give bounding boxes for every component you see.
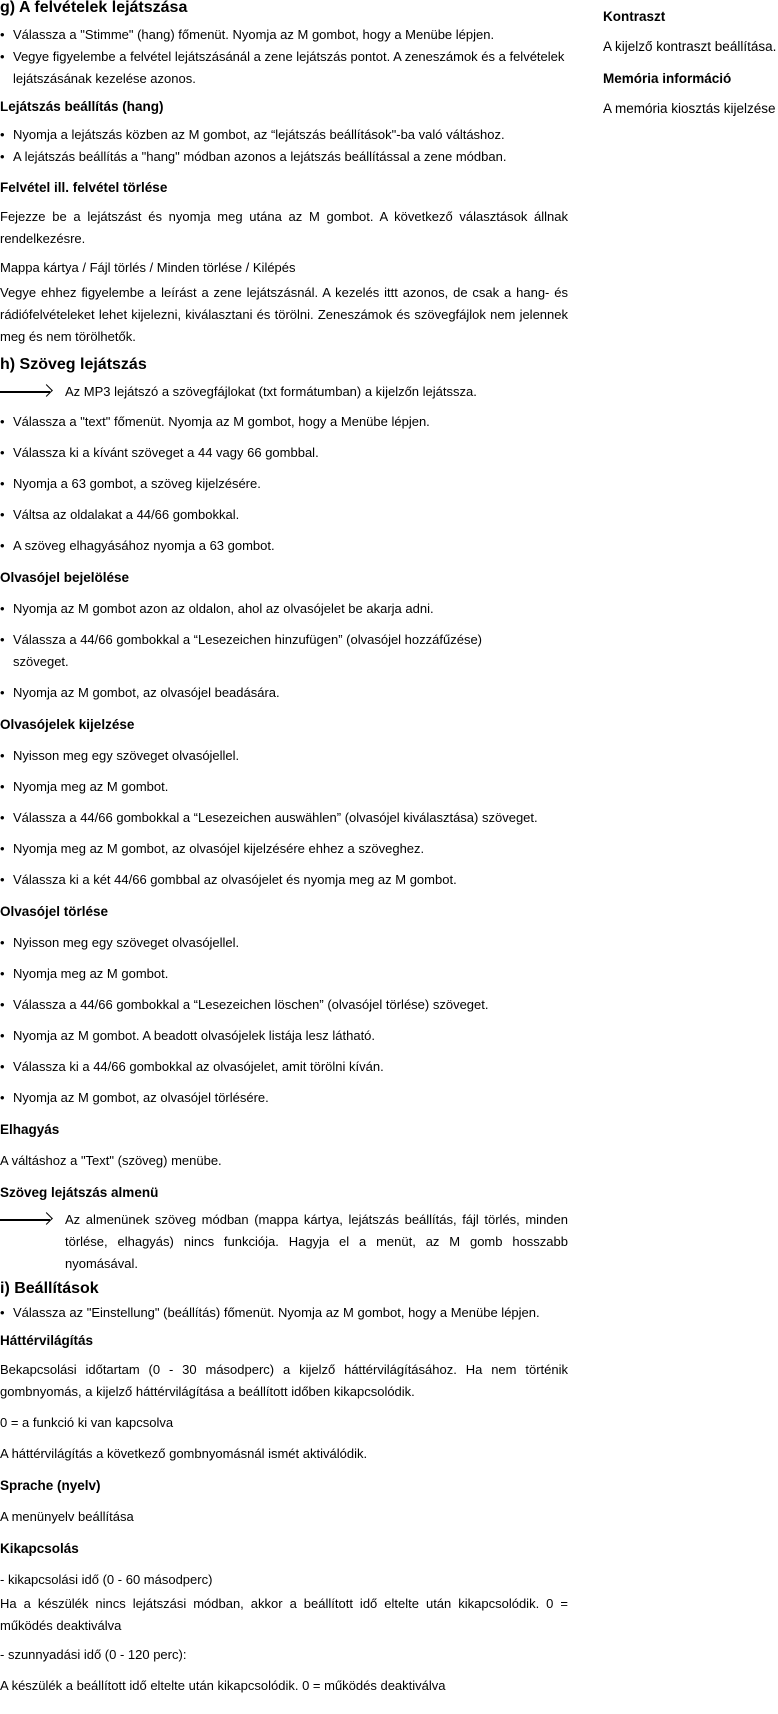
list-item: • Válassza ki a 44/66 gombokkal az olvasójelet, amit törölni kíván. (0, 1056, 568, 1078)
note-text: Az almenünek szöveg módban (mappa kártya, lejátszás beállítás, fájl törlés, minden törlése, elhagyás) nincs funkciója. Hagyja el a menüt, az M gomb hosszabb nyomásával. (65, 1212, 568, 1271)
heading-bookmark-delete: Olvasójel törlése (0, 904, 109, 919)
note-text: Az MP3 lejátszó a szövegfájlokat (txt formátumban) a kijelzőn lejátssza. (65, 384, 477, 399)
list-item: • Nyomja a lejátszás közben az M gombot, az “lejátszás beállítások"-ba való váltáshoz. (0, 124, 568, 146)
heading-recording: Felvétel ill. felvétel törlése (0, 180, 168, 195)
paragraph: Vegye ehhez figyelembe a leírást a zene lejátszásnál. A kezelés ittt azonos, de csak a hang- és rádiófelvételeket lehet kijelezni, kiválasztani és törölni. Zeneszámok és szövegfájlok nem jelennek meg és nem törölhetők. (0, 285, 568, 344)
heading-memory-info: Memória információ (603, 71, 732, 86)
list-item: • Válassza ki a kívánt szöveget a 44 vagy 66 gombbal. (0, 442, 568, 464)
heading-playback-settings: Lejátszás beállítás (hang) (0, 99, 164, 114)
note-row (0, 1209, 568, 1275)
list-item: • Nyisson meg egy szöveget olvasójellel. (0, 745, 568, 767)
list-item: • Válassza a 44/66 gombokkal a “Lesezeichen auswählen” (olvasójel kiválasztása) szöveget. (0, 807, 568, 829)
list-item: • Nyomja az M gombot, az olvasójel törlésére. (0, 1087, 568, 1109)
paragraph: - szunnyadási idő (0 - 120 perc): (0, 1647, 187, 1662)
list-item: • Nyomja meg az M gombot, az olvasójel kijelzésére ehhez a szöveghez. (0, 838, 568, 860)
list-item: • Nyomja az M gombot, az olvasójel beadására. (0, 682, 568, 704)
list-item: • Válassza a "Stimme" (hang) főmenüt. Nyomja az M gombot, hogy a Menübe lépjen. (0, 24, 568, 46)
list-item: • Válassza a 44/66 gombokkal a “Lesezeichen hinzufügen” (olvasójel hozzáfűzése) szöveget. (0, 629, 568, 673)
paragraph: A kijelző kontraszt beállítása. (603, 39, 777, 54)
arrow-right-icon (0, 1213, 52, 1227)
paragraph: A készülék a beállított idő eltelte után kikapcsolódik. 0 = működés deaktiválva (0, 1678, 446, 1693)
list-item: • Nyomja az M gombot azon az oldalon, ahol az olvasójelet be akarja adni. (0, 598, 568, 620)
paragraph: Bekapcsolási időtartam (0 - 30 másodperc) a kijelző háttérvilágításához. Ha nem történik gombnyomás, a kijelző háttérvilágítása a beállított időben kikapcsolódik. (0, 1362, 568, 1399)
paragraph: Fejezze be a lejátszást és nyomja meg utána az M gombot. A következő választások állnak rendelkezésre. (0, 209, 568, 246)
heading-contrast: Kontraszt (603, 9, 666, 24)
heading-bookmark-set: Olvasójel bejelölése (0, 570, 130, 585)
list-item: • A szöveg elhagyásához nyomja a 63 gombot. (0, 535, 568, 557)
note-row (0, 381, 568, 403)
paragraph: A váltáshoz a "Text" (szöveg) menübe. (0, 1153, 222, 1168)
heading-backlight: Háttérvilágítás (0, 1333, 94, 1348)
side-column (603, 6, 778, 130)
paragraph: A memória kiosztás kijelzése (603, 101, 776, 116)
list-item: • Válassza az "Einstellung" (beállítás) főmenüt. Nyomja az M gombot, hogy a Menübe lépjen. (0, 1302, 568, 1324)
section-g-title: g) A felvételek lejátszása (0, 0, 188, 16)
heading-language: Sprache (nyelv) (0, 1478, 101, 1493)
heading-text-submenu: Szöveg lejátszás almenü (0, 1185, 159, 1200)
arrow-right-icon (0, 385, 52, 399)
list-item: • Nyomja meg az M gombot. (0, 776, 568, 798)
list-item: • Vegye figyelembe a felvétel lejátszásánál a zene lejátszás pontot. A zeneszámok és a felvételek lejátszásának kezelése azonos. (0, 46, 568, 90)
list-item: • Nyisson meg egy szöveget olvasójellel. (0, 932, 568, 954)
list-item: • Válassza ki a két 44/66 gombbal az olvasójelet és nyomja meg az M gombot. (0, 869, 568, 891)
paragraph: A menünyelv beállítása (0, 1509, 134, 1524)
paragraph: - kikapcsolási idő (0 - 60 másodperc) (0, 1572, 213, 1587)
paragraph: Mappa kártya / Fájl törlés / Minden törlése / Kilépés (0, 260, 296, 275)
list-item: • Válassza a "text" főmenüt. Nyomja az M gombot, hogy a Menübe lépjen. (0, 411, 568, 433)
paragraph: A háttérvilágítás a következő gombnyomásnál ismét aktiválódik. (0, 1446, 368, 1461)
paragraph: 0 = a funkció ki van kapcsolva (0, 1415, 174, 1430)
list-item: • Nyomja meg az M gombot. (0, 963, 568, 985)
heading-bookmark-show: Olvasójelek kijelzése (0, 717, 135, 732)
paragraph: Ha a készülék nincs lejátszási módban, akkor a beállított idő eltelte után kikapcsolódik. 0 = működés deaktiválva (0, 1596, 568, 1633)
list-item: • A lejátszás beállítás a "hang" módban azonos a lejátszás beállítással a zene módban. (0, 146, 568, 168)
list-item: • Nyomja az M gombot. A beadott olvasójelek listája lesz látható. (0, 1025, 568, 1047)
section-i-title: i) Beállítások (0, 1280, 99, 1297)
heading-poweroff: Kikapcsolás (0, 1541, 79, 1556)
list-item: • Nyomja a 63 gombot, a szöveg kijelzésére. (0, 473, 568, 495)
heading-leave: Elhagyás (0, 1122, 60, 1137)
list-item: • Válassza a 44/66 gombokkal a “Lesezeichen löschen” (olvasójel törlése) szöveget. (0, 994, 568, 1016)
section-h-title: h) Szöveg lejátszás (0, 356, 147, 373)
list-item: • Váltsa az oldalakat a 44/66 gombokkal. (0, 504, 568, 526)
